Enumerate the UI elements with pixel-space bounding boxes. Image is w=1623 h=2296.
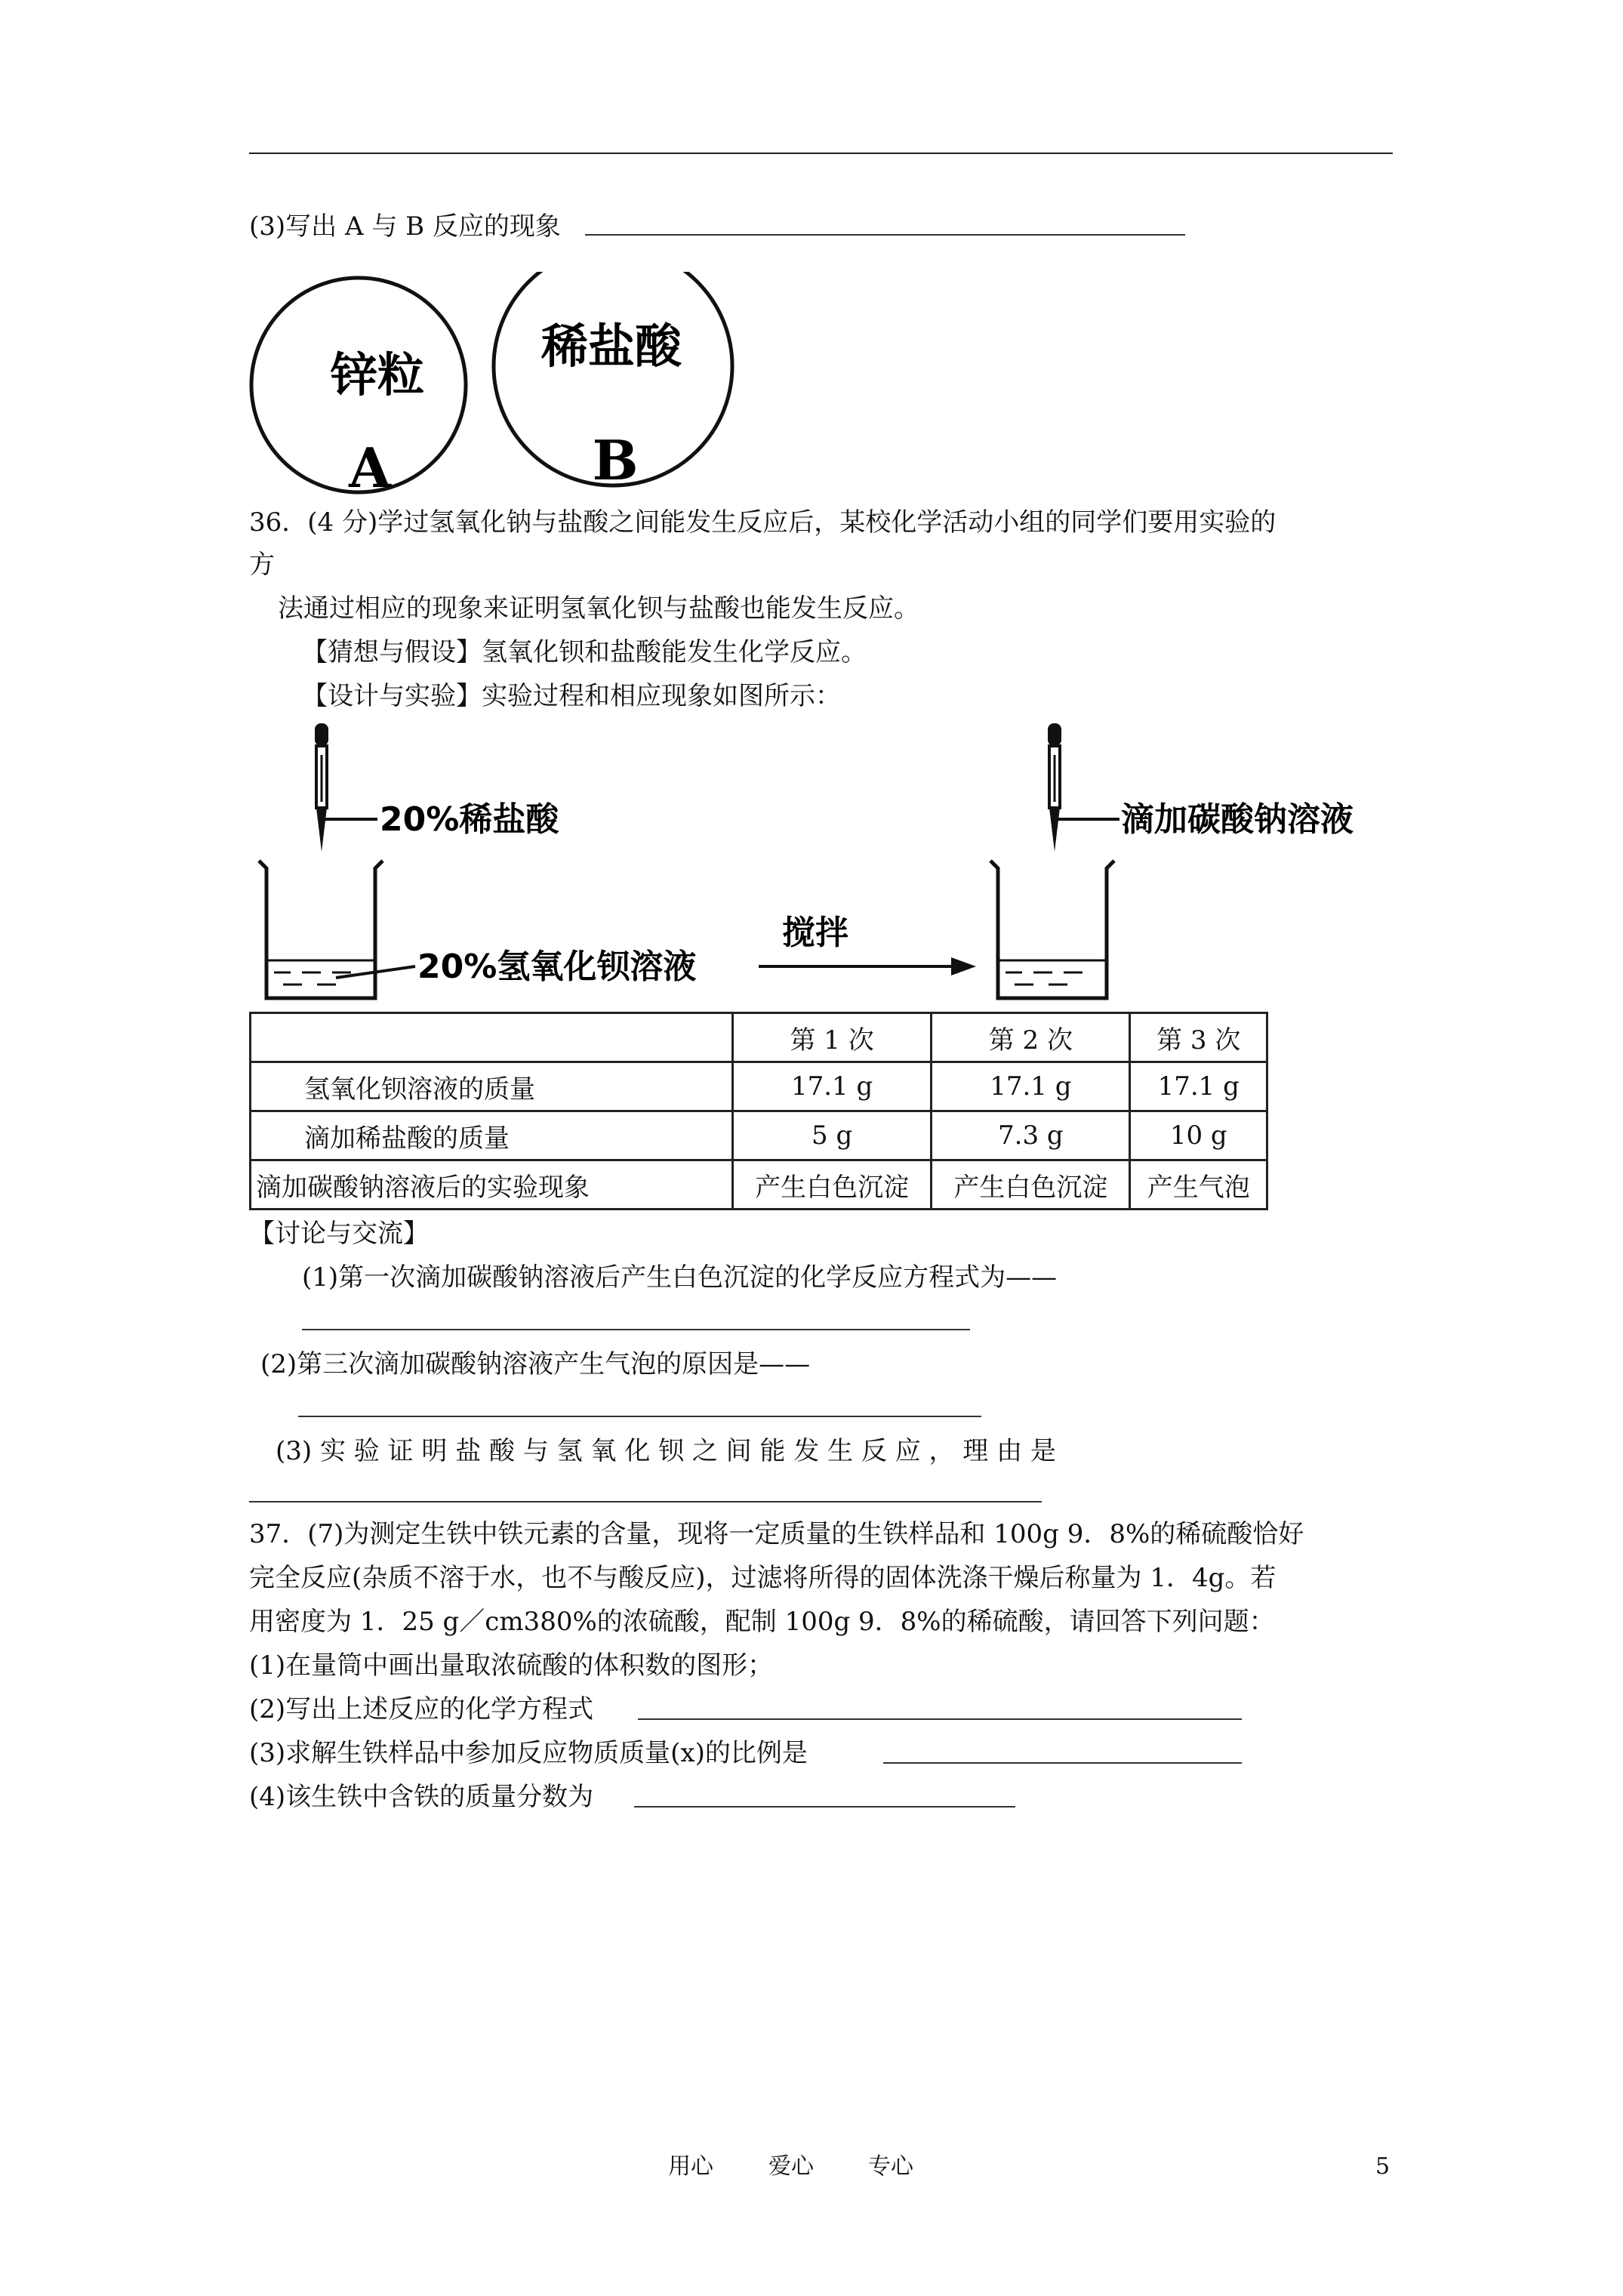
table-header-cell: 第 2 次	[932, 1013, 1130, 1062]
experiment-figure	[245, 717, 1412, 1004]
page-number: 5	[1375, 2153, 1390, 2180]
q36-hypothesis: 【猜想与假设】氢氧化钡和盐酸能发生化学反应。	[302, 637, 867, 667]
table-cell: 17.1 g	[733, 1062, 932, 1111]
circle-b-name: 稀盐酸	[540, 319, 682, 374]
discussion-q3-answer-line[interactable]	[249, 1501, 1042, 1502]
table-cell: 产生白色沉淀	[932, 1160, 1130, 1210]
table-cell: 滴加碳酸钠溶液后的实验现象	[251, 1160, 733, 1210]
table-header-cell: 第 3 次	[1130, 1013, 1267, 1062]
discussion-q2-answer-line[interactable]	[298, 1416, 981, 1417]
label-acid: 20%稀盐酸	[380, 800, 559, 839]
q36-intro-line2: 法通过相应的现象来证明氢氧化钡与盐酸也能发生反应。	[278, 593, 919, 624]
q37-line1: 37．(7)为测定生铁中铁元素的含量，现将一定质量的生铁样品和 100g 9．8%的稀硫酸恰好	[249, 1519, 1304, 1549]
table-row	[251, 1160, 1267, 1210]
q37-line2: 完全反应(杂质不溶于水，也不与酸反应)，过滤将所得的固体洗涤干燥后称量为 1．4g。若	[249, 1563, 1277, 1593]
q36-intro-line1-end: 方	[249, 550, 275, 580]
q35-3-answer-line[interactable]	[585, 234, 1185, 236]
table-cell: 17.1 g	[1130, 1062, 1267, 1111]
circle-a-name: 锌粒	[330, 347, 425, 402]
dropper-left-icon	[315, 723, 328, 852]
q37-part3: (3)求解生铁样品中参加反应物质质量(x)的比例是	[249, 1738, 808, 1768]
table-cell: 滴加稀盐酸的质量	[251, 1111, 733, 1160]
table-cell: 17.1 g	[932, 1062, 1130, 1111]
beaker-left-icon	[259, 861, 383, 998]
table-cell: 产生白色沉淀	[733, 1160, 932, 1210]
q37-part4-answer-line[interactable]	[634, 1806, 1015, 1808]
discussion-q1: (1)第一次滴加碳酸钠溶液后产生白色沉淀的化学反应方程式为——	[302, 1262, 1058, 1293]
q35-3-text: (3)写出 A 与 B 反应的现象	[249, 211, 561, 242]
footer-motto-3: 专心	[868, 2153, 913, 2180]
q37-part4: (4)该生铁中含铁的质量分数为	[249, 1782, 594, 1812]
table-row	[251, 1111, 1267, 1160]
arrow-right-icon	[759, 957, 976, 975]
circles-diagram	[245, 272, 759, 498]
q37-part2: (2)写出上述反应的化学方程式	[249, 1694, 594, 1724]
header-rule	[249, 153, 1393, 154]
results-table	[249, 1012, 1268, 1210]
discussion-title: 【讨论与交流】	[249, 1219, 429, 1249]
q37-part1: (1)在量筒中画出量取浓硫酸的体积数的图形；	[249, 1650, 774, 1681]
table-header-cell: 第 1 次	[733, 1013, 932, 1062]
label-carbonate: 滴加碳酸钠溶液	[1121, 800, 1354, 839]
dropper-right-icon	[1048, 723, 1061, 852]
q37-part2-answer-line[interactable]	[638, 1718, 1242, 1720]
table-cell: 7.3 g	[932, 1111, 1130, 1160]
discussion-q2: (2)第三次滴加碳酸钠溶液产生气泡的原因是——	[260, 1349, 811, 1379]
table-header-row	[251, 1013, 1267, 1062]
table-cell: 5 g	[733, 1111, 932, 1160]
footer-motto-2: 爱心	[768, 2153, 814, 2180]
q37-line3: 用密度为 1．25 g／cm380%的浓硫酸，配制 100g 9．8%的稀硫酸，请回答下列问题：	[249, 1607, 1275, 1637]
beaker-right-icon	[990, 861, 1114, 998]
table-row	[251, 1062, 1267, 1111]
label-stir: 搅拌	[782, 914, 848, 952]
table-cell: 产生气泡	[1130, 1160, 1267, 1210]
table-cell: 氢氧化钡溶液的质量	[251, 1062, 733, 1111]
q36-design: 【设计与实验】实验过程和相应现象如图所示：	[302, 681, 841, 711]
circle-a-letter: A	[349, 436, 391, 498]
circle-b-letter: B	[592, 428, 639, 492]
q37-part3-answer-line[interactable]	[883, 1762, 1242, 1764]
table-cell: 10 g	[1130, 1111, 1267, 1160]
discussion-q3: (3) 实 验 证 明 盐 酸 与 氢 氧 化 钡 之 间 能 发 生 反 应 ， 理 由 是	[276, 1436, 1056, 1466]
discussion-q1-answer-line[interactable]	[302, 1329, 970, 1330]
table-header-cell	[251, 1013, 733, 1062]
label-solution: 20%氢氧化钡溶液	[417, 948, 697, 986]
footer-motto-1: 用心	[668, 2153, 713, 2180]
q36-intro-line1: 36．(4 分)学过氢氧化钠与盐酸之间能发生反应后，某校化学活动小组的同学们要用实验的	[249, 507, 1277, 538]
